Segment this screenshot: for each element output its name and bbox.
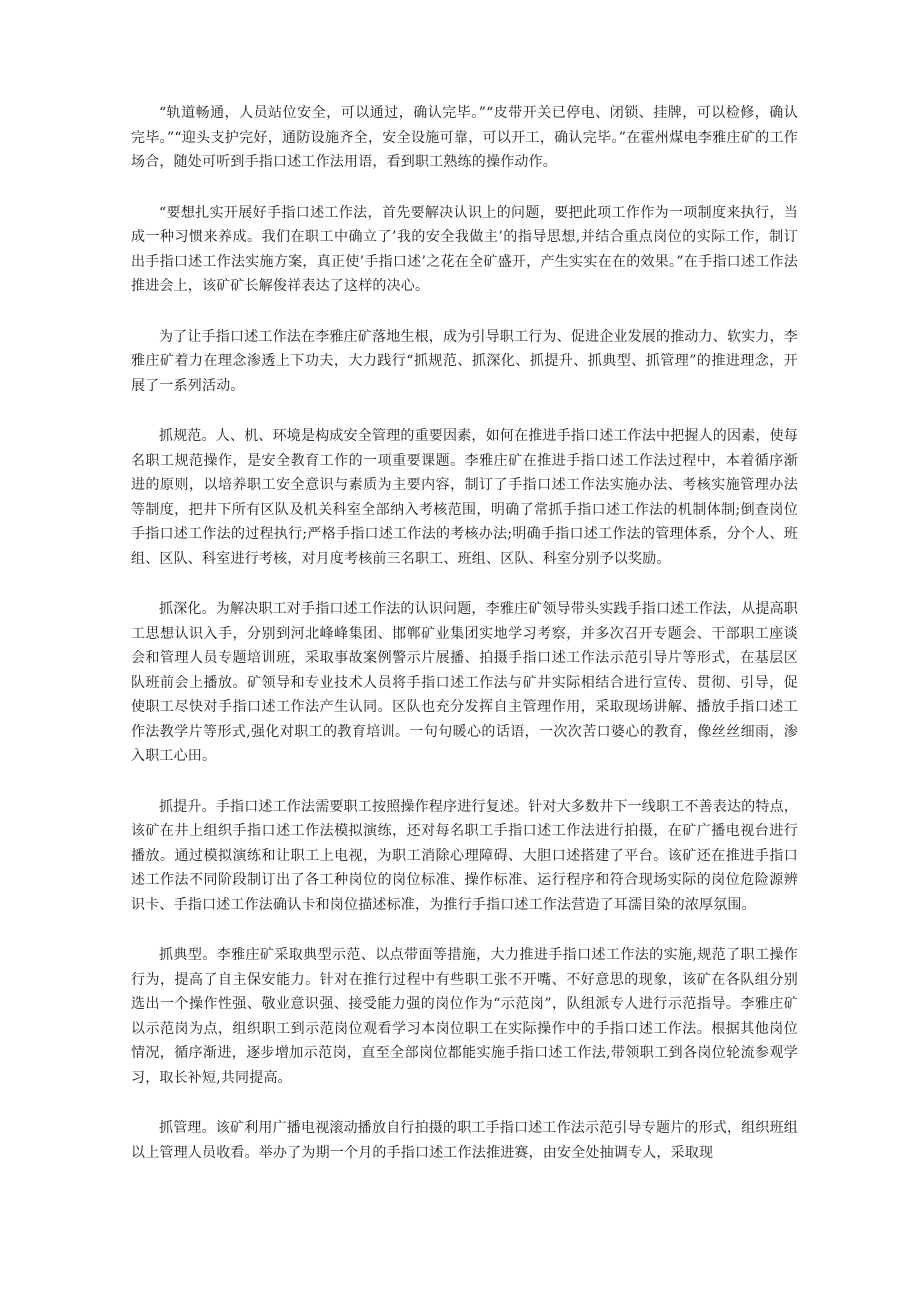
paragraph-concept: 为了让手指口述工作法在李雅庄矿落地生根，成为引导职工行为、促进企业发展的推动力、软实力，李雅庄矿着力在理念渗透上下功夫，大力践行“抓规范、抓深化、抓提升、抓典型、抓管理”的推进理念，开展了一系列活动。 xyxy=(131,328,798,394)
paragraph-intro: “轨道畅通，人员站位安全，可以通过，确认完毕。”“皮带开关已停电、闭锁、挂牌，可以检修，确认完毕。”“迎头支护完好，通防设施齐全，安全设施可靠，可以开工，确认完毕。”在霍州煤电李雅庄矿的工作场合，随处可听到手指口述工作法用语，看到职工熟练的操作动作。 xyxy=(131,105,798,170)
paragraph-deepen: 抓深化。为解决职工对手指口述工作法的认识问题，李雅庄矿领导带头实践手指口述工作法，从提高职工思想认识入手，分别到河北峰峰集团、邯郸矿业集团实地学习考察，并多次召开专题会、干部职工座谈会和管理人员专题培训班，采取事故案例警示片展播、拍摄手指口述工作法示范引导片等形式，在基层区队班前会上播放。矿领导和专业技术人员将手指口述工作法与矿井实际相结合进行宣传、贯彻、引导，促使职工尽快对手指口述工作法产生认同。区队也充分发挥自主管理作用，采取现场讲解、播放手指口述工作法教学片等形式,强化对职工的教育培训。一句句暖心的话语，一次次苦口婆心的教育，像丝丝细雨，渗入职工心田。 xyxy=(131,601,798,764)
paragraph-manage: 抓管理。该矿利用广播电视滚动播放自行拍摄的职工手指口述工作法示范引导专题片的形式，组织班组以上管理人员收看。举办了为期一个月的手指口述工作法推进赛，由安全处抽调专人，采取现 xyxy=(131,1120,798,1161)
paragraph-model: 抓典型。李雅庄矿采取典型示范、以点带面等措施，大力推进手指口述工作法的实施,规范了职工操作行为，提高了自主保安能力。针对在推行过程中有些职工张不开嘴、不好意思的现象，该矿在各队组分别选出一个操作性强、敬业意识强、接受能力强的岗位作为“示范岗”，队组派专人进行示范指导。李雅庄矿以示范岗为点，组织职工到示范岗位观看学习本岗位职工在实际操作中的手指口述工作法。根据其他岗位情况，循序渐进，逐步增加示范岗，直至全部岗位都能实施手指口述工作法,带领职工到各岗位轮流参观学习，取长补短,共同提高。 xyxy=(131,947,798,1086)
paragraph-improve: 抓提升。手指口述工作法需要职工按照操作程序进行复述。针对大多数井下一线职工不善表达的特点，该矿在井上组织手指口述工作法模拟演练，还对每名职工手指口述工作法进行拍摄，在矿广播电视台进行播放。通过模拟演练和让职工上电视，为职工消除心理障碍、大胆口述搭建了平台。该矿还在推进手指口述工作法不同阶段制订出了各工种岗位的岗位标准、操作标准、运行程序和符合现场实际的岗位危险源辨识卡、手指口述工作法确认卡和岗位描述标准，为推行手指口述工作法营造了耳濡目染的浓厚氛围。 xyxy=(131,798,798,913)
paragraph-standardize: 抓规范。人、机、环境是构成安全管理的重要因素，如何在推进手指口述工作法中把握人的因素，使每名职工规范操作，是安全教育工作的一项重要课题。李雅庄矿在推进手指口述工作法过程中，本着循序渐进的原则，以培养职工安全意识与素质为主要内容，制订了手指口述工作法实施办法、考核实施管理办法等制度，把井下所有区队及机关科室全部纳入考核范围，明确了常抓手指口述工作法的机制体制;倒查岗位手指口述工作法的过程执行;严格手指口述工作法的考核办法;明确手指口述工作法的管理体系，分个人、班组、区队、科室进行考核，对月度考核前三名职工、班组、区队、科室分别予以奖励。 xyxy=(131,428,798,567)
paragraph-quote: “要想扎实开展好手指口述工作法，首先要解决认识上的问题，要把此项工作作为一项制度来执行，当成一种习惯来养成。我们在职工中确立了’我的安全我做主’的指导思想,并结合重点岗位的实际工作，制订出手指口述工作法实施方案，真正使’手指口述’之花在全矿盛开，产生实实在在的效果。”在手指口述工作法推进会上，该矿矿长解俊祥表达了这样的决心。 xyxy=(131,204,798,294)
